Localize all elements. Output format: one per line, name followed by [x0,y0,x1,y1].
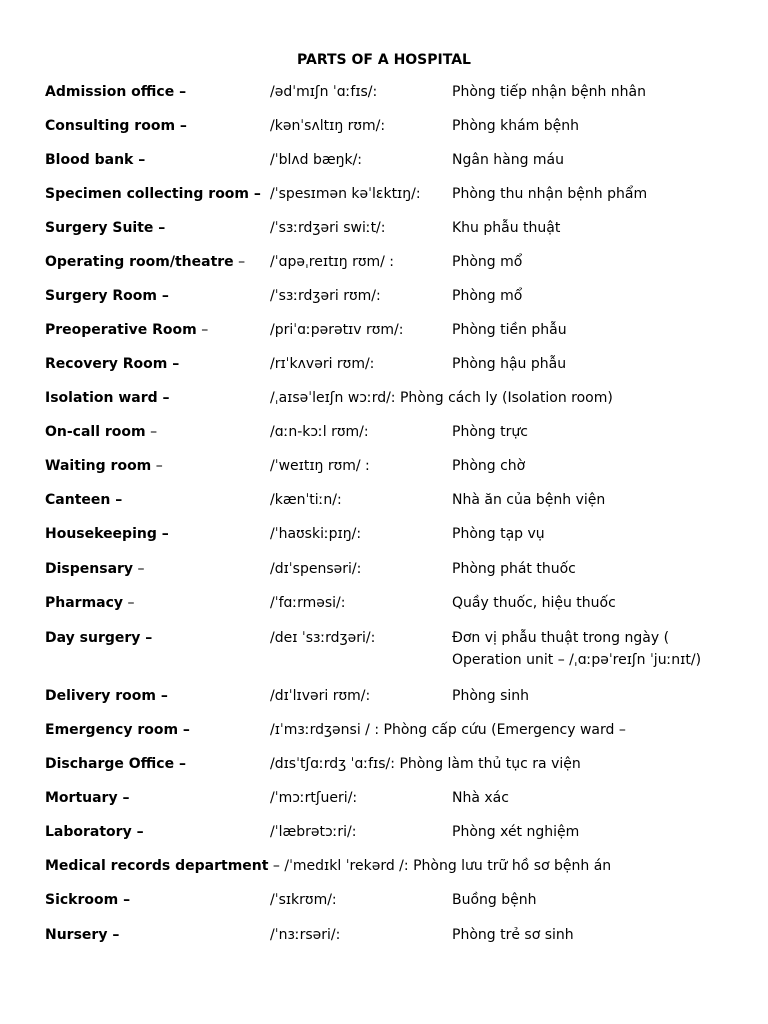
vocab-row [0,857,768,881]
meaning-vi: Phòng trực [452,424,528,440]
term-text: Dispensary [45,561,134,577]
term-text: Housekeeping [45,526,157,542]
term-separator: – [107,927,120,943]
term-text: Isolation ward [45,390,158,406]
vocab-row [0,560,768,584]
term-en [45,423,157,441]
vocab-row [0,629,768,668]
term-en [45,721,190,739]
meaning-vi-continued: Operation unit – /ˌɑːpəˈreɪʃn ˈjuːnɪt/) [452,652,702,668]
term-separator: – [145,424,158,440]
term-separator: – [133,561,145,577]
vocab-row [0,891,768,915]
meaning-vi: Phòng tiếp nhận bệnh nhân [452,84,646,100]
term-separator: – [249,186,261,202]
vocab-row [0,423,768,447]
term-separator: – /ˈmedɪkl ˈrekərd /: Phòng lưu trữ hồ sơ bệnh án [268,858,612,874]
pronunciation: /ˈsɜːrdʒəri swiːt/: [270,220,386,236]
term-en [45,629,152,647]
term-separator: – [117,790,130,806]
pronunciation: /ˈsɜːrdʒəri rʊm/: [270,288,381,304]
term-separator: – [233,254,246,270]
term-separator: – [156,526,169,542]
vocab-row [0,253,768,277]
pronunciation: /kænˈtiːn/: [270,492,342,508]
vocab-row [0,117,768,141]
meaning-vi: Phòng chờ [452,458,526,474]
term-text: Delivery room [45,688,156,704]
term-text: Consulting room [45,118,176,134]
pronunciation: /ɪˈmɜːrdʒənsi / : Phòng cấp cứu (Emergency ward – [270,722,626,738]
term-separator: – [131,824,144,840]
term-text: Mortuary [45,790,118,806]
term-text: Discharge Office [45,756,175,772]
meaning-vi: Ngân hàng máu [452,152,565,168]
pronunciation: /dɪsˈtʃɑːrdʒ ˈɑːfɪs/: Phòng làm thủ tục ra viện [270,756,581,772]
pronunciation: /ˈfɑːrməsi/: [270,595,346,611]
term-en [45,355,179,373]
pronunciation: /ˈhaʊskiːpɪŋ/: [270,526,362,542]
term-separator: – [118,892,131,908]
term-text: On-call room [45,424,146,440]
vocab-row [0,491,768,515]
term-separator: – [133,152,146,168]
term-en [45,185,261,203]
pronunciation: /ˈlæbrətɔːri/: [270,824,357,840]
pronunciation: /ˈnɜːrsəri/: [270,927,341,943]
meaning-vi: Phòng thu nhận bệnh phẩm [452,186,648,202]
pronunciation: /ədˈmɪʃn ˈɑːfɪs/: [270,84,378,100]
vocab-row [0,525,768,549]
meaning-vi: Phòng tạp vụ [452,526,545,542]
term-separator: – [196,322,209,338]
term-en [45,823,144,841]
meaning-vi: Đơn vị phẫu thuật trong ngày ( [452,630,670,646]
term-en [45,926,119,944]
term-text: Recovery Room [45,356,168,372]
term-separator: – [140,630,153,646]
meaning-vi: Phòng xét nghiệm [452,824,580,840]
pronunciation: /ˈsɪkrʊm/: [270,892,337,908]
term-text: Laboratory [45,824,132,840]
page-title: PARTS OF A HOSPITAL [297,52,471,68]
pronunciation: /kənˈsʌltɪŋ rʊm/: [270,118,386,134]
pronunciation: /dɪˈspensəri/: [270,561,362,577]
term-text: Nursery [45,927,108,943]
term-en [45,117,187,135]
vocab-row [0,287,768,311]
term-separator: – [110,492,123,508]
term-separator: – [167,356,180,372]
vocab-row [0,389,768,413]
pronunciation: /ˌaɪsəˈleɪʃn wɔːrd/: Phòng cách ly (Isolation room) [270,390,613,406]
term-en [45,321,208,339]
vocab-row [0,721,768,745]
pronunciation: /ˈblʌd bæŋk/: [270,152,363,168]
vocab-row [0,219,768,243]
meaning-vi: Phòng phát thuốc [452,561,576,577]
term-en [45,687,168,705]
meaning-vi: Phòng hậu phẫu [452,356,567,372]
meaning-vi: Khu phẫu thuật [452,220,561,236]
meaning-vi: Phòng khám bệnh [452,118,579,134]
vocab-row [0,755,768,779]
term-separator: – [155,688,168,704]
meaning-vi: Phòng mổ [452,288,523,304]
term-separator: – [156,288,169,304]
term-en [45,219,165,237]
term-en [45,560,145,578]
vocab-row [0,83,768,107]
term-separator: – [175,118,187,134]
vocab-row [0,355,768,379]
pronunciation: /deɪ ˈsɜːrdʒəri/: [270,630,376,646]
term-en [45,525,169,543]
term-en [45,457,163,475]
term-en [45,789,129,807]
term-separator: – [153,220,166,236]
pronunciation: /priˈɑːpərətɪv rʊm/: [270,322,404,338]
term-text: Emergency room [45,722,179,738]
vocab-row [0,687,768,711]
term-text: Pharmacy [45,595,124,611]
term-text: Surgery Room [45,288,157,304]
term-text: Surgery Suite [45,220,154,236]
pronunciation: /ˈɑpəˌreɪtɪŋ rʊm/ : [270,254,395,270]
term-en [45,755,186,773]
term-en [45,857,611,875]
meaning-vi: Phòng sinh [452,688,530,704]
vocab-row [0,321,768,345]
term-en [45,151,145,169]
vocab-row [0,594,768,618]
term-text: Preoperative Room [45,322,197,338]
meaning-vi: Quầy thuốc, hiệu thuốc [452,595,616,611]
vocab-row [0,151,768,175]
term-text: Medical records department [45,858,269,874]
meaning-vi: Nhà xác [452,790,509,806]
term-separator: – [123,595,135,611]
meaning-vi: Buồng bệnh [452,892,537,908]
pronunciation: /dɪˈlɪvəri rʊm/: [270,688,371,704]
term-separator: – [174,756,186,772]
meaning-vi: Phòng mổ [452,254,523,270]
term-text: Blood bank [45,152,134,168]
term-text: Day surgery [45,630,141,646]
term-text: Operating room/theatre [45,254,234,270]
pronunciation: /ˈmɔːrtʃueri/: [270,790,358,806]
term-text: Admission office [45,84,175,100]
vocab-row [0,789,768,813]
term-en [45,891,130,909]
meaning-vi: Nhà ăn của bệnh viện [452,492,606,508]
vocab-row [0,823,768,847]
pronunciation: /rɪˈkʌvəri rʊm/: [270,356,375,372]
term-text: Canteen [45,492,111,508]
term-en [45,594,135,612]
term-en [45,253,245,271]
term-text: Sickroom [45,892,119,908]
pronunciation: /ɑːn-kɔːl rʊm/: [270,424,369,440]
term-en [45,83,186,101]
vocab-row [0,457,768,481]
term-text: Specimen collecting room [45,186,250,202]
vocab-row [0,185,768,209]
term-en [45,287,169,305]
term-text: Waiting room [45,458,152,474]
term-en [45,491,122,509]
pronunciation: /ˈweɪtɪŋ rʊm/ : [270,458,370,474]
term-separator: – [157,390,170,406]
meaning-vi: Phòng tiền phẫu [452,322,567,338]
meaning-vi: Phòng trẻ sơ sinh [452,927,574,943]
term-separator: – [174,84,187,100]
term-separator: – [178,722,190,738]
vocab-row [0,926,768,950]
pronunciation: /ˈspesɪmən kəˈlɛktɪŋ/: [270,186,421,202]
term-separator: – [151,458,163,474]
term-en [45,389,170,407]
